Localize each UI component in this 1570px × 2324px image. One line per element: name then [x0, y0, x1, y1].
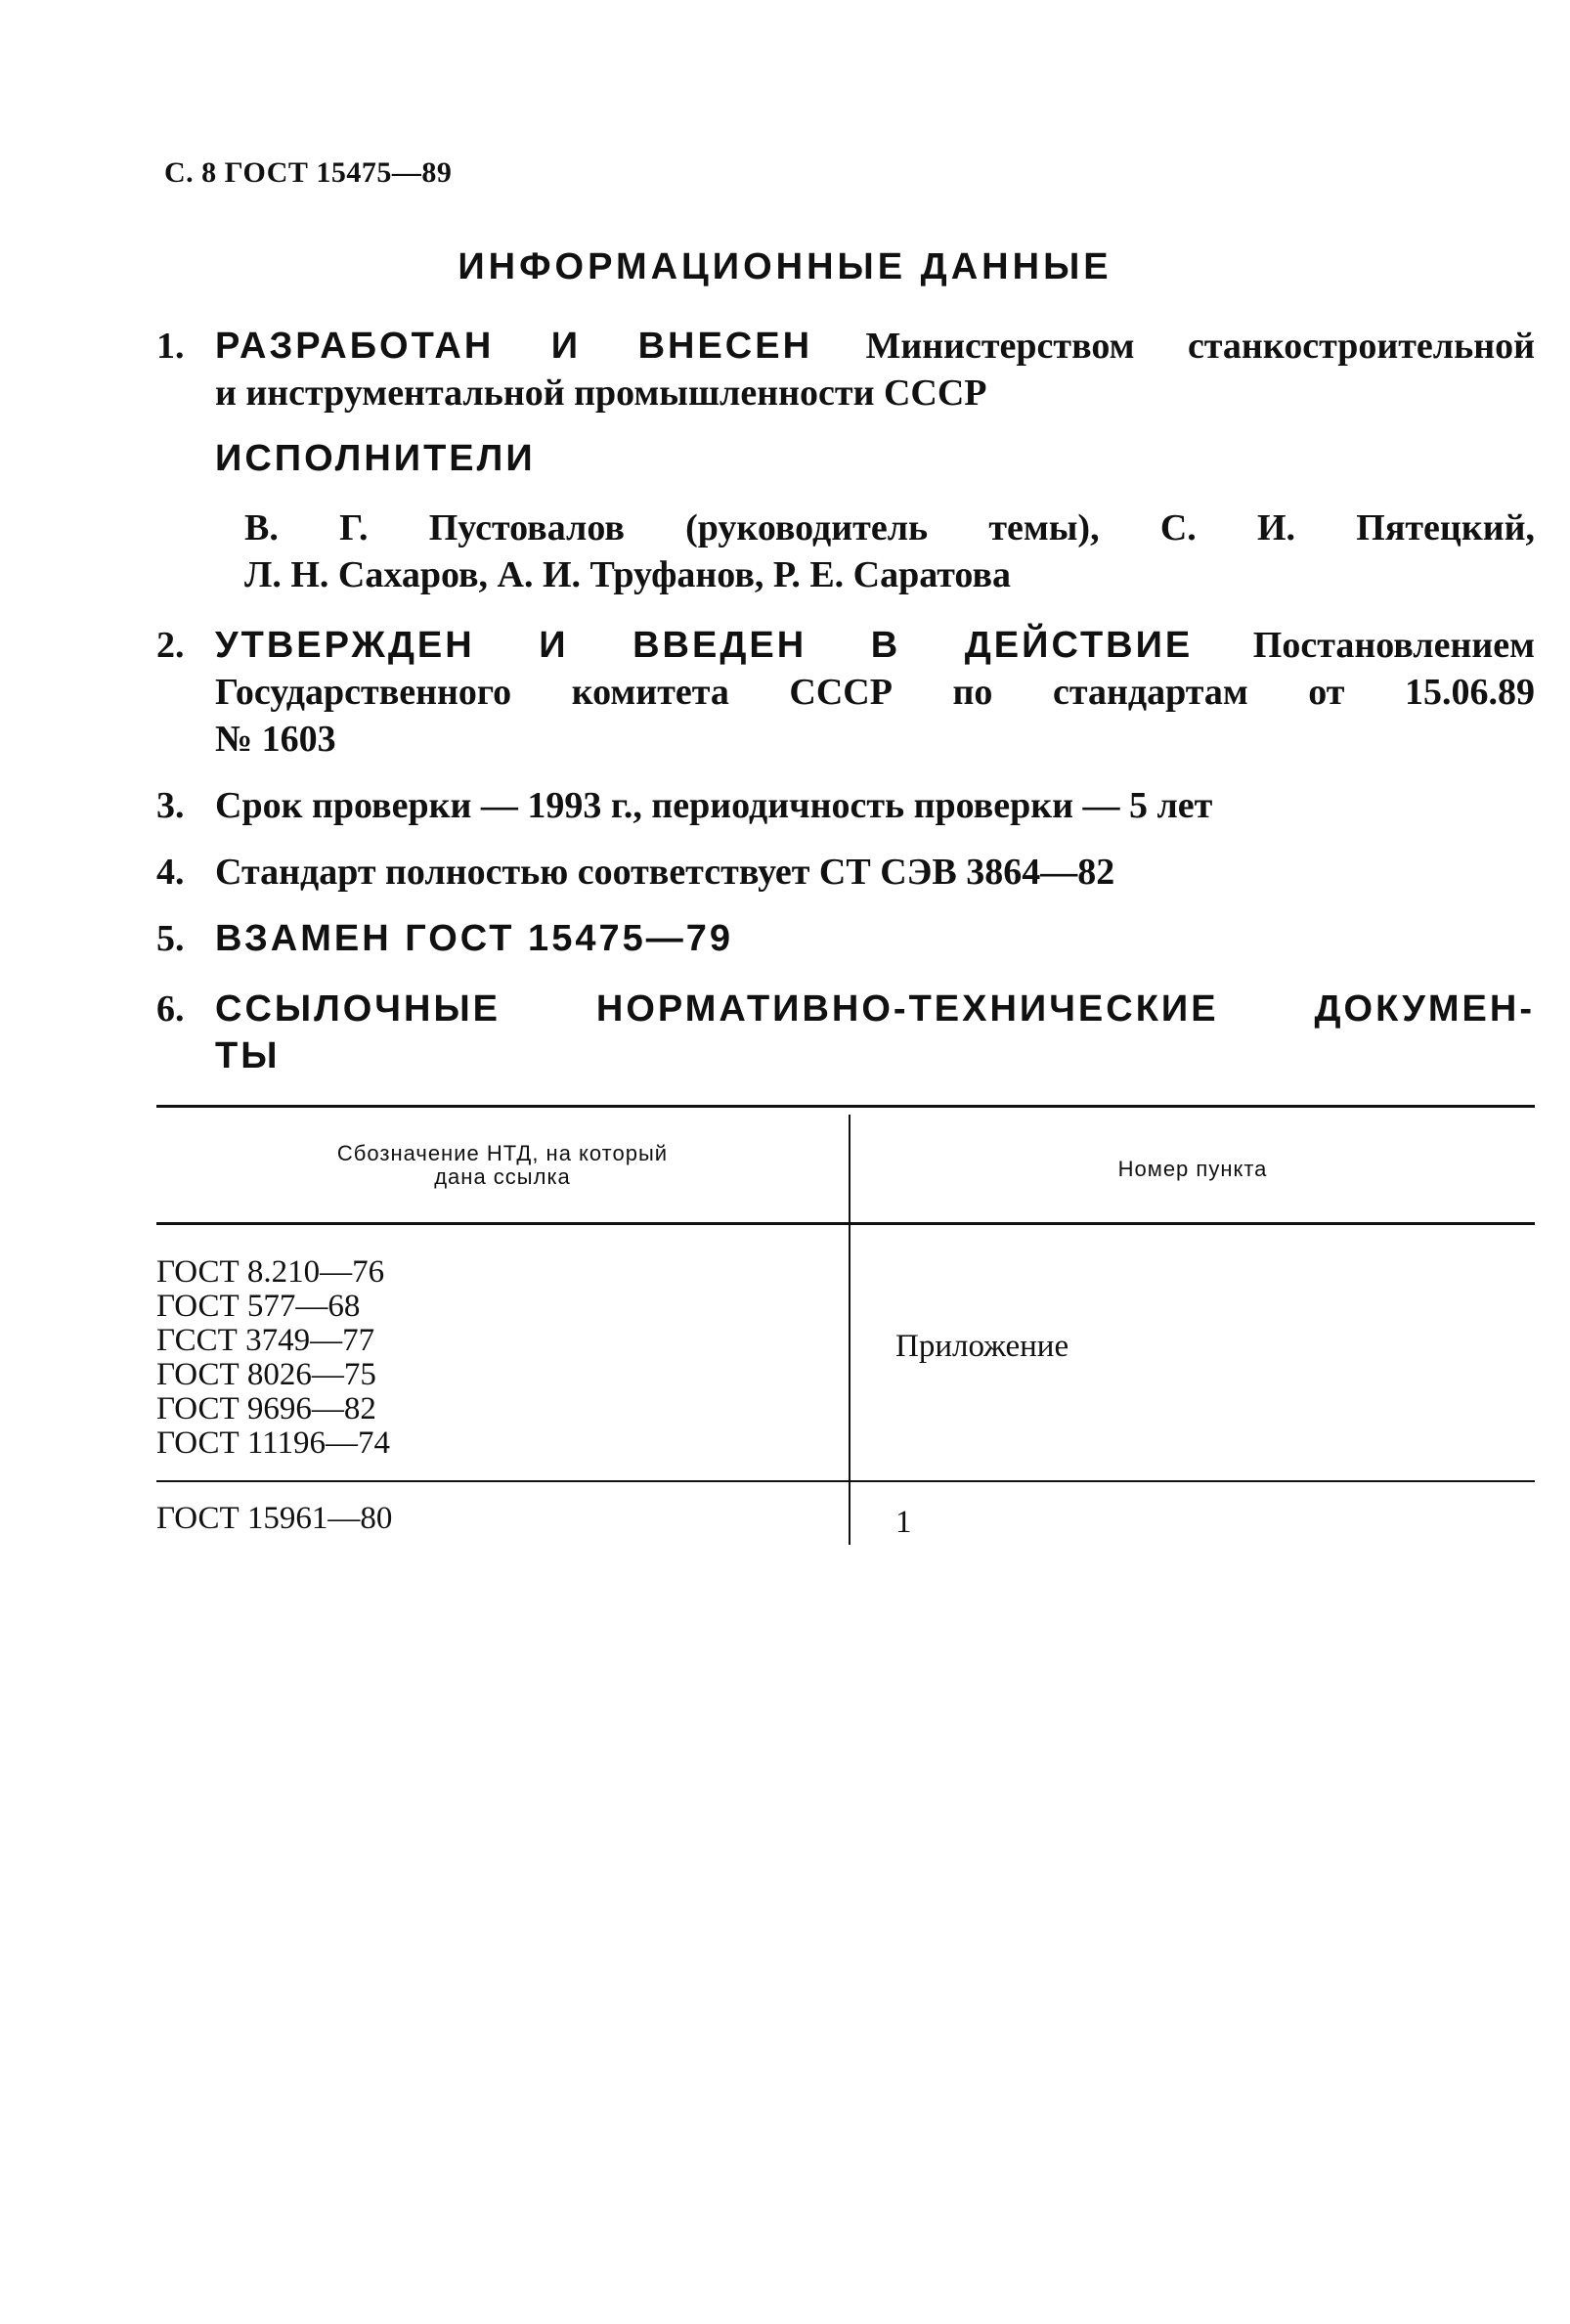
item-4-number: 4.	[156, 852, 185, 893]
item-1-line-1-rest: Министерством станкостроительной	[865, 326, 1535, 367]
item-2-line-1	[215, 622, 1535, 669]
table-top-rule	[156, 1105, 1535, 1108]
table-row: ГССТ 3749—77	[156, 1323, 375, 1358]
table-row: ГОСТ 9696—82	[156, 1391, 376, 1426]
item-4	[156, 849, 1535, 896]
performers-heading: ИСПОЛНИТЕЛИ	[215, 438, 536, 479]
performers-line-1: В. Г. Пустовалов (руководитель темы), С. И. Пятецкий,	[244, 507, 1535, 548]
table-header-clause: Номер пункта	[1117, 1157, 1268, 1181]
page-header: С. 8 ГОСТ 15475—89	[164, 156, 453, 189]
item-5	[156, 915, 1535, 962]
table-header-rule	[156, 1222, 1535, 1225]
item-1-line-1	[215, 323, 1535, 370]
item-1	[156, 323, 1535, 417]
item-2-line-3: № 1603	[215, 719, 336, 760]
performers-line-2: Л. Н. Сахаров, А. И. Труфанов, Р. Е. Саратова	[244, 554, 1012, 595]
performers-list	[244, 504, 1535, 598]
item-6-line-1: ССЫЛОЧНЫЕ НОРМАТИВНО-ТЕХНИЧЕСКИЕ ДОКУМЕН-	[215, 988, 1535, 1030]
table-row: ГОСТ 8.210—76	[156, 1254, 385, 1290]
item-3-number: 3.	[156, 785, 185, 826]
item-1-number: 1.	[156, 326, 185, 367]
item-2-line-2: Государственного комитета СССР по стандартам от 15.06.89	[215, 672, 1535, 713]
table-group-2-doc: ГОСТ 15961—80	[156, 1501, 393, 1536]
table-row: ГОСТ 577—68	[156, 1289, 361, 1324]
item-2-number: 2.	[156, 625, 185, 666]
table-header-designation-line-2: дана ссылка	[434, 1164, 571, 1189]
item-2-line-1-rest: Постановлением	[1252, 625, 1536, 666]
item-3	[156, 782, 1535, 829]
table-group-2-ref: 1	[895, 1505, 912, 1540]
item-1-lead: РАЗРАБОТАН И ВНЕСЕН	[215, 326, 813, 367]
section-title: ИНФОРМАЦИОННЫЕ ДАННЫЕ	[458, 246, 1112, 287]
item-2	[156, 622, 1535, 763]
item-6-line-2: ТЫ	[215, 1035, 281, 1076]
item-3-text: Срок проверки — 1993 г., периодичность проверки — 5 лет	[215, 785, 1213, 826]
item-5-text: ВЗАМЕН ГОСТ 15475—79	[215, 918, 733, 959]
table-row: ГОСТ 8026—75	[156, 1357, 376, 1392]
table-row: ГОСТ 11196—74	[156, 1425, 390, 1461]
item-2-lead: УТВЕРЖДЕН И ВВЕДЕН В ДЕЙСТВИЕ	[215, 625, 1194, 666]
table-group-1-docs	[156, 1255, 841, 1461]
item-1-line-2: и инструментальной промышленности СССР	[215, 373, 987, 414]
item-6	[156, 986, 1535, 1079]
table-group-1-ref: Приложение	[895, 1329, 1069, 1364]
item-4-text: Стандарт полностью соответствует СТ СЭВ 3864—82	[215, 852, 1115, 893]
item-5-number: 5.	[156, 918, 185, 959]
table-group-rule	[156, 1480, 1535, 1482]
item-6-number: 6.	[156, 988, 185, 1030]
table-header-designation	[156, 1142, 849, 1189]
table-header-designation-line-1: Сбозначение НТД, на который	[336, 1141, 669, 1165]
